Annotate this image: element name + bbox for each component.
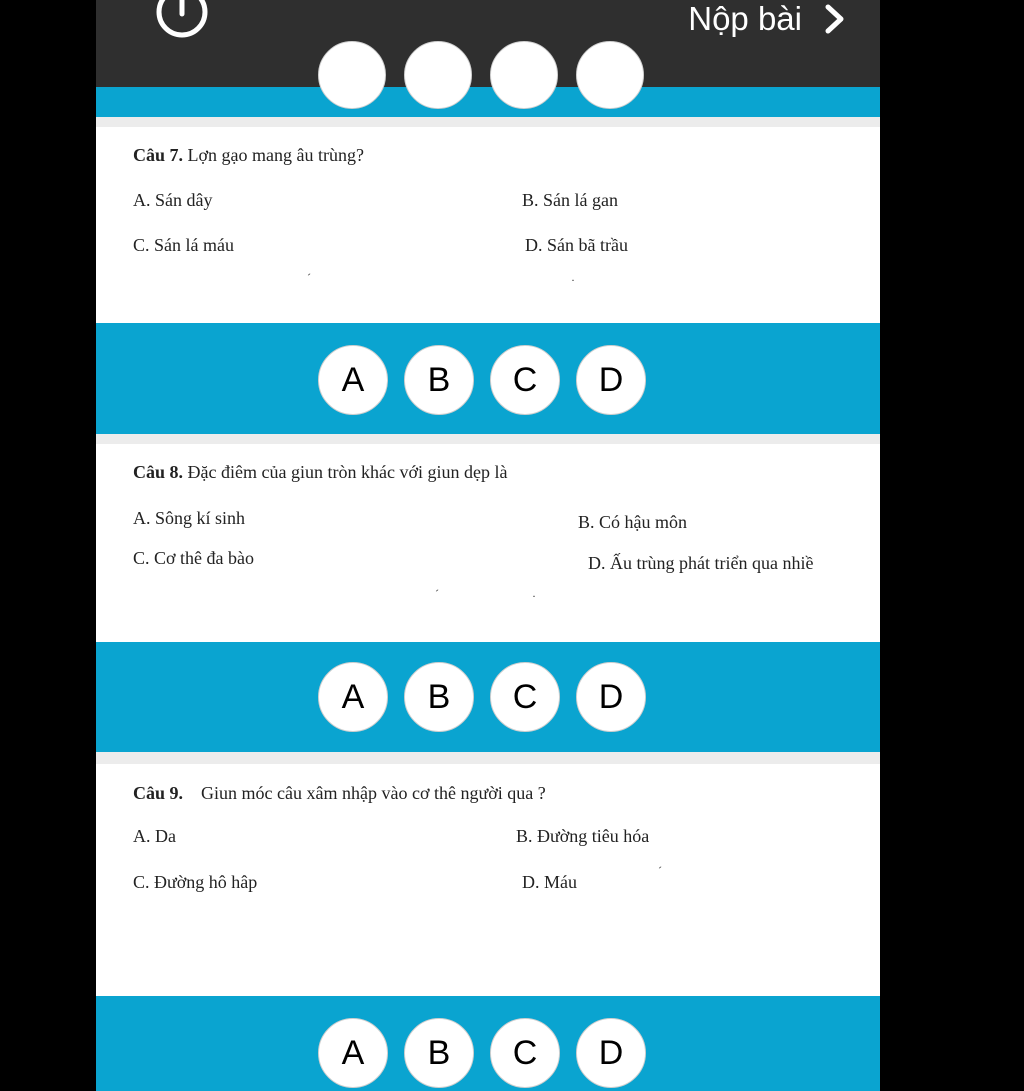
question-title <box>133 783 546 804</box>
quiz-app <box>96 0 880 1091</box>
option-d: D. Ấu trùng phát triển qua nhiề <box>588 553 814 573</box>
question-number: Câu 9. <box>133 783 184 803</box>
answer-button-b[interactable]: B <box>404 1018 474 1088</box>
answer-button-partial[interactable] <box>318 41 386 109</box>
submit-label: Nộp bài <box>688 0 802 37</box>
answer-button-c[interactable]: C <box>490 662 560 732</box>
question-number: Câu 8. <box>133 462 184 482</box>
question-text: Giun móc câu xâm nhập vào cơ thê người qua ? <box>201 783 546 803</box>
answer-button-c[interactable]: C <box>490 1018 560 1088</box>
option-c: C. Sán lá máu <box>133 235 234 255</box>
question-title <box>133 145 364 166</box>
option-a: A. Sông kí sinh <box>133 508 246 528</box>
answer-button-b[interactable]: B <box>404 345 474 415</box>
answer-button-b[interactable]: B <box>404 662 474 732</box>
option-a: A. Sán dây <box>133 190 213 210</box>
power-icon[interactable] <box>154 0 210 40</box>
answer-button-a[interactable]: A <box>318 1018 388 1088</box>
option-b: B. Sán lá gan <box>522 190 618 210</box>
answer-button-partial[interactable] <box>576 41 644 109</box>
question-card-9: Câu 9. Giun móc câu xâm nhập vào cơ thê người qua ? A. Da B. Đường tiêu hóa C. Đường hô hâp D. Máu ´ <box>96 764 880 996</box>
option-c: C. Cơ thê đa bào <box>133 548 254 568</box>
answer-bar-9 <box>96 996 880 1091</box>
question-card-7: Câu 7. Lợn gạo mang âu trùng? A. Sán dây B. Sán lá gan C. Sán lá máu D. Sán bã trầu ´ · <box>96 127 880 323</box>
option-c: C. Đường hô hâp <box>133 872 258 892</box>
chevron-right-icon <box>824 4 846 34</box>
question-number: Câu 7. <box>133 145 184 165</box>
answer-button-c[interactable]: C <box>490 345 560 415</box>
answer-button-d[interactable]: D <box>576 345 646 415</box>
answer-bar-8 <box>96 642 880 752</box>
option-b: B. Đường tiêu hóa <box>516 826 650 846</box>
option-d: D. Sán bã trầu <box>525 235 628 255</box>
answer-bar-7 <box>96 323 880 434</box>
question-card-8: Câu 8. Đặc điêm của giun tròn khác với giun dẹp là A. Sông kí sinh B. Có hậu môn C. Cơ thê đa bào D. Ấu trùng phát triển qua nhiề ´ · <box>96 444 880 642</box>
answer-bar-partial <box>96 87 880 117</box>
answer-button-d[interactable]: D <box>576 1018 646 1088</box>
question-text: Lợn gạo mang âu trùng? <box>187 145 364 165</box>
answer-button-a[interactable]: A <box>318 345 388 415</box>
top-bar <box>96 0 880 87</box>
answer-button-a[interactable]: A <box>318 662 388 732</box>
option-a: A. Da <box>133 826 176 846</box>
question-text: Đặc điêm của giun tròn khác với giun dẹp là <box>187 462 508 482</box>
option-d: D. Máu <box>522 872 577 892</box>
submit-button[interactable] <box>688 0 846 44</box>
option-b: B. Có hậu môn <box>578 512 688 532</box>
answer-button-partial[interactable] <box>404 41 472 109</box>
answer-button-d[interactable]: D <box>576 662 646 732</box>
question-title <box>133 462 507 483</box>
answer-button-partial[interactable] <box>490 41 558 109</box>
